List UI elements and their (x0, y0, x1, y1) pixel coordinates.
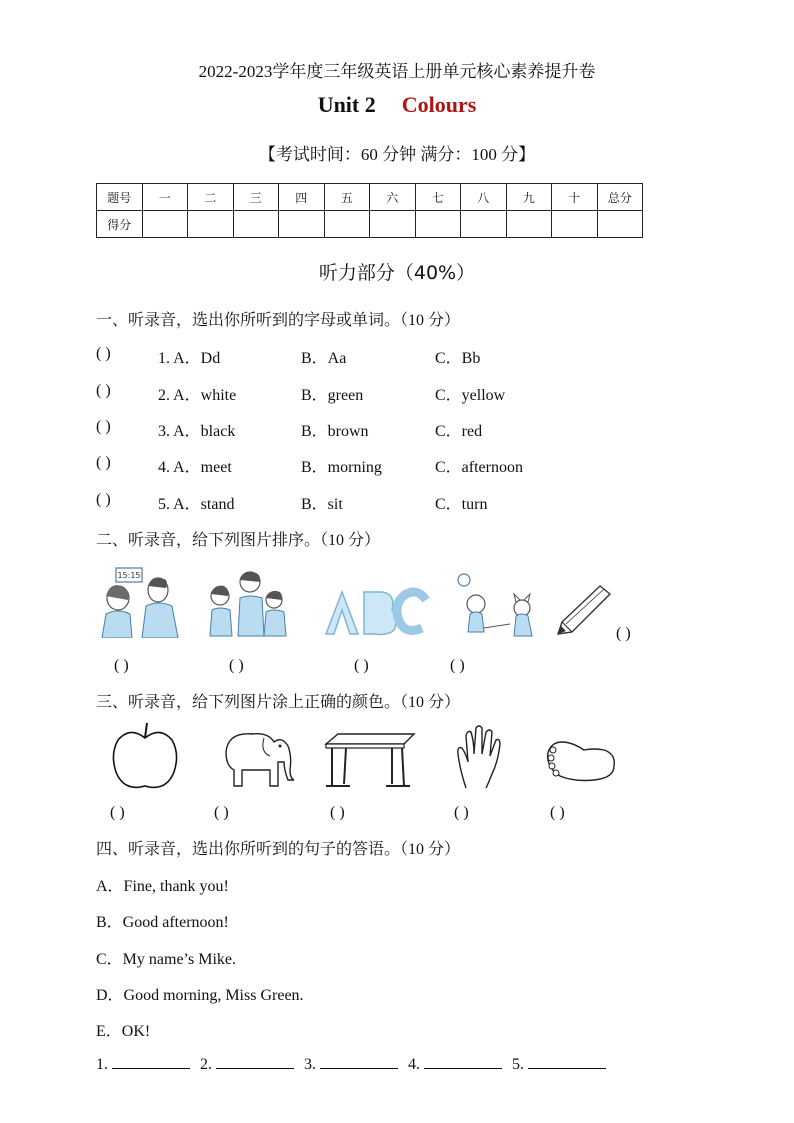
option-c: C．yellow (435, 387, 506, 404)
table-cell: 一 (142, 184, 188, 211)
option-b: B．green (301, 387, 364, 404)
blank-label: 3. (304, 1056, 316, 1073)
answer-paren[interactable]: ( ) (96, 382, 111, 399)
option-a: 4. A．meet (158, 459, 232, 476)
exam-info: 【考试时间：60 分钟 满分：100 分】 (258, 145, 536, 164)
option-a: 5. A．stand (158, 496, 235, 513)
table-cell: 四 (279, 184, 325, 211)
family-image (206, 566, 290, 638)
picture-answer-paren[interactable]: ( ) (114, 657, 129, 674)
answer-option-a: A．Fine, thank you! (96, 878, 229, 895)
option-a: 1. A．Dd (158, 350, 221, 367)
score-entry-cell[interactable] (188, 211, 234, 238)
answer-blank[interactable] (424, 1054, 502, 1069)
part4-heading: 四、听录音，选出你所听到的句子的答语。（10 分） (96, 841, 461, 858)
table-cell: 题号 (97, 184, 143, 211)
score-entry-cell[interactable] (324, 211, 370, 238)
answer-blank[interactable] (216, 1054, 294, 1069)
part1-heading: 一、听录音，选出你所听到的字母或单词。（10 分） (96, 312, 461, 329)
table-cell: 七 (415, 184, 461, 211)
table-cell: 六 (370, 184, 416, 211)
answer-blank[interactable] (528, 1054, 606, 1069)
hand-image (454, 724, 504, 790)
picture-answer-paren[interactable]: ( ) (616, 625, 631, 642)
score-entry-cell[interactable] (461, 211, 507, 238)
score-entry-cell[interactable] (552, 211, 598, 238)
exam-title: 2022-2023学年度三年级英语上册单元核心素养提升卷 (198, 62, 596, 81)
part3-heading: 三、听录音，给下列图片涂上正确的颜色。（10 分） (96, 694, 461, 711)
answer-blank[interactable] (320, 1054, 398, 1069)
picture-answer-paren[interactable]: ( ) (450, 657, 465, 674)
answer-paren[interactable]: ( ) (96, 418, 111, 435)
picture-answer-paren[interactable]: ( ) (454, 804, 469, 821)
answer-option-e: E．OK! (96, 1023, 151, 1040)
option-c: C．red (435, 423, 483, 440)
table-cell: 九 (506, 184, 552, 211)
section-title: 听力部分（40%） (318, 262, 476, 284)
option-c: C．turn (435, 496, 488, 513)
score-table-header-row (97, 184, 643, 211)
unit-label: Unit 2 (317, 92, 376, 117)
answer-option-c: C．My name’s Mike. (96, 951, 236, 968)
table-cell: 五 (324, 184, 370, 211)
picture-answer-paren[interactable]: ( ) (354, 657, 369, 674)
table-cell: 三 (233, 184, 279, 211)
blank-label: 4. (408, 1056, 420, 1073)
foot-image (544, 736, 618, 784)
table-cell: 二 (188, 184, 234, 211)
score-entry-cell[interactable] (142, 211, 188, 238)
animals-image (450, 570, 542, 640)
apple-image (110, 720, 180, 792)
picture-answer-paren[interactable]: ( ) (214, 804, 229, 821)
answer-option-d: D．Good morning, Miss Green. (96, 987, 304, 1004)
table-cell: 八 (461, 184, 507, 211)
picture-answer-paren[interactable]: ( ) (550, 804, 565, 821)
option-b: B．sit (301, 496, 343, 513)
clock-time: 15:15 (117, 571, 141, 580)
answer-paren[interactable]: ( ) (96, 491, 111, 508)
score-entry-cell[interactable] (279, 211, 325, 238)
answer-paren[interactable]: ( ) (96, 345, 111, 362)
blank-label: 2. (200, 1056, 212, 1073)
blank-label: 1. (96, 1056, 108, 1073)
option-a: 2. A．white (158, 387, 237, 404)
people-greeting-image (96, 566, 186, 638)
unit-heading (0, 92, 794, 118)
option-c: C．afternoon (435, 459, 523, 476)
score-entry-cell[interactable] (233, 211, 279, 238)
answer-blank[interactable] (112, 1054, 190, 1069)
option-b: B．Aa (301, 350, 347, 367)
score-table (96, 183, 643, 238)
score-entry-cell[interactable] (415, 211, 461, 238)
option-c: C．Bb (435, 350, 481, 367)
answer-paren[interactable]: ( ) (96, 454, 111, 471)
score-entry-cell[interactable] (597, 211, 643, 238)
abc-letters-image (324, 586, 430, 638)
table-cell: 总分 (597, 184, 643, 211)
option-b: B．morning (301, 459, 382, 476)
score-entry-cell[interactable] (370, 211, 416, 238)
score-table-score-row (97, 211, 643, 238)
unit-name: Colours (401, 92, 477, 117)
option-a: 3. A．black (158, 423, 236, 440)
elephant-image (218, 722, 298, 790)
pencil-image (552, 582, 614, 640)
option-b: B．brown (301, 423, 369, 440)
answer-blanks-row (96, 1054, 612, 1074)
part2-heading: 二、听录音，给下列图片排序。（10 分） (96, 532, 381, 549)
table-image (322, 730, 416, 792)
score-entry-cell[interactable] (506, 211, 552, 238)
table-cell: 十 (552, 184, 598, 211)
picture-answer-paren[interactable]: ( ) (110, 804, 125, 821)
picture-answer-paren[interactable]: ( ) (330, 804, 345, 821)
table-cell: 得分 (97, 211, 143, 238)
answer-option-b: B．Good afternoon! (96, 914, 229, 931)
picture-answer-paren[interactable]: ( ) (229, 657, 244, 674)
blank-label: 5. (512, 1056, 524, 1073)
